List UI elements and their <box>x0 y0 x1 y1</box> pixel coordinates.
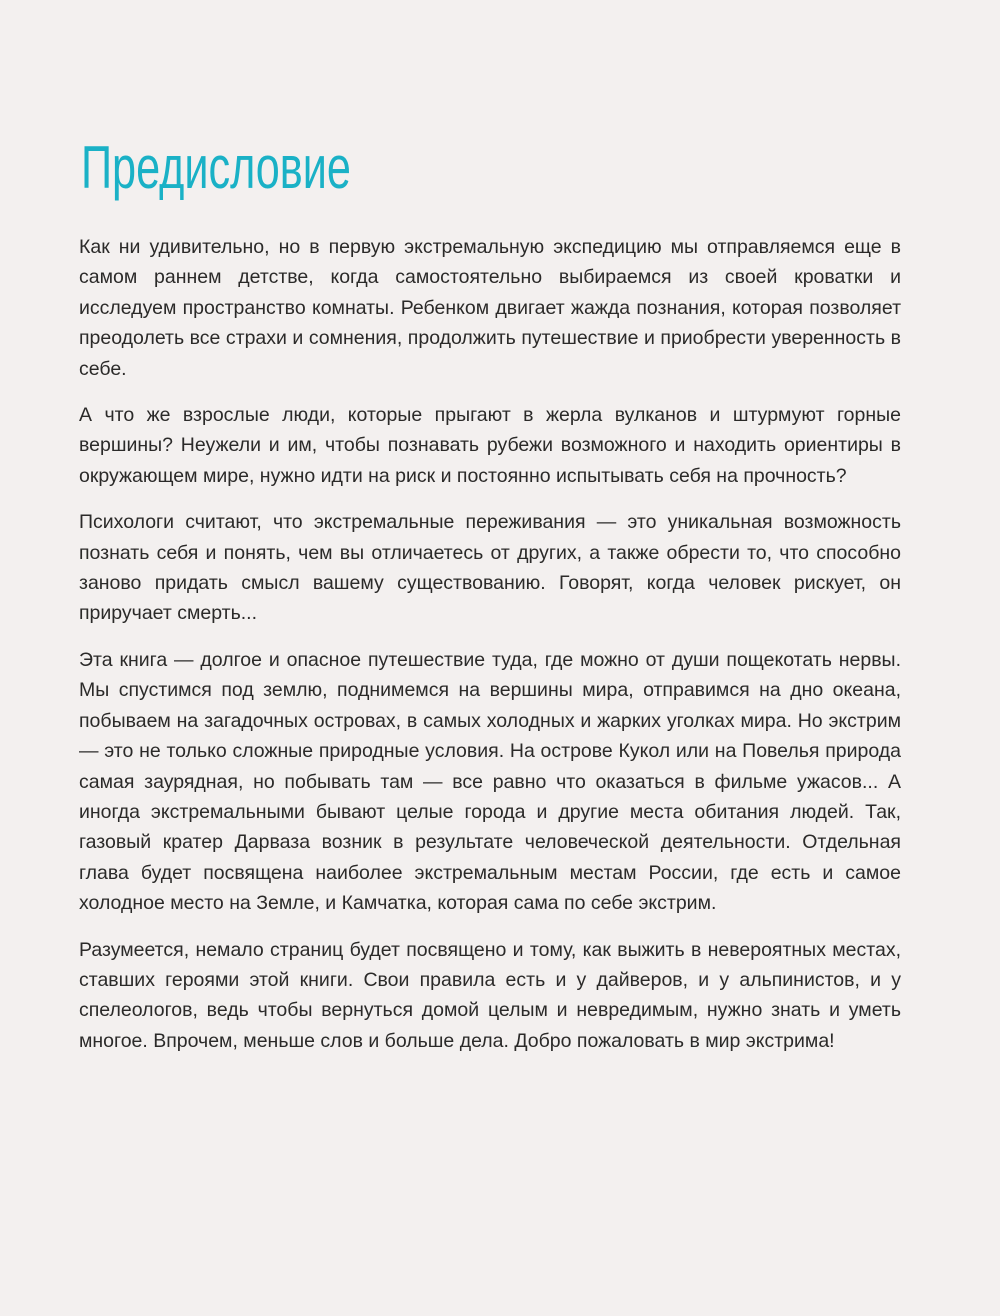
paragraph-4: Эта книга — долгое и опасное путешествие туда, где можно от души пощекотать нервы. Мы спустимся под землю, поднимемся на вершины мира, отправимся на дно океана, побываем на загадочных островах, в самых холодных и жарких уголках мира. Но экстрим — это не только сложные природные условия. На острове Кукол или на Повелья природа самая заурядная, но побывать там — все равно что оказаться в фильме ужасов... А иногда экстремальными бывают целые города и другие места обитания людей. Так, газовый кратер Дарваза возник в результате человеческой деятельности. Отдельная глава будет посвящена наиболее экстремальным местам России, где есть и самое холодное место на Земле, и Камчатка, которая сама по себе экстрим. <box>79 648 901 915</box>
paragraph-2: А что же взрослые люди, которые прыгают в жерла вулканов и штурмуют горные вершины? Неужели и им, чтобы познавать рубежи возможного и находить ориентиры в окружающем мире, нужно идти на риск и постоянно испытывать себя на прочность? <box>79 404 901 487</box>
paragraph-1: Как ни удивительно, но в первую экстремальную экспедицию мы отправляемся еще в самом раннем детстве, когда самостоятельно выбираемся из своей кроватки и исследуем пространство комнаты. Ребенком двигает жажда познания, которая позволяет преодолеть все страхи и сомнения, продолжить путешествие и приобрести уверенность в себе. <box>79 236 901 380</box>
page-title: Предисловие <box>81 134 351 201</box>
paragraph-3: Психологи считают, что экстремальные переживания — это уникальная возможность познать себя и понять, чем вы отличаетесь от других, а также обрести то, что способно заново придать смысл вашему существованию. Говорят, когда человек рискует, он приручает смерть... <box>79 511 901 625</box>
paragraph-5: Разумеется, немало страниц будет посвящено и тому, как выжить в невероятных местах, ставших героями этой книги. Свои правила есть и у дайверов, и у альпинистов, и у спелеологов, ведь чтобы вернуться домой целым и невредимым, нужно знать и уметь многое. Впрочем, меньше слов и больше дела. Добро пожаловать в мир экстрима! <box>79 938 901 1052</box>
body-text <box>79 232 901 1072</box>
